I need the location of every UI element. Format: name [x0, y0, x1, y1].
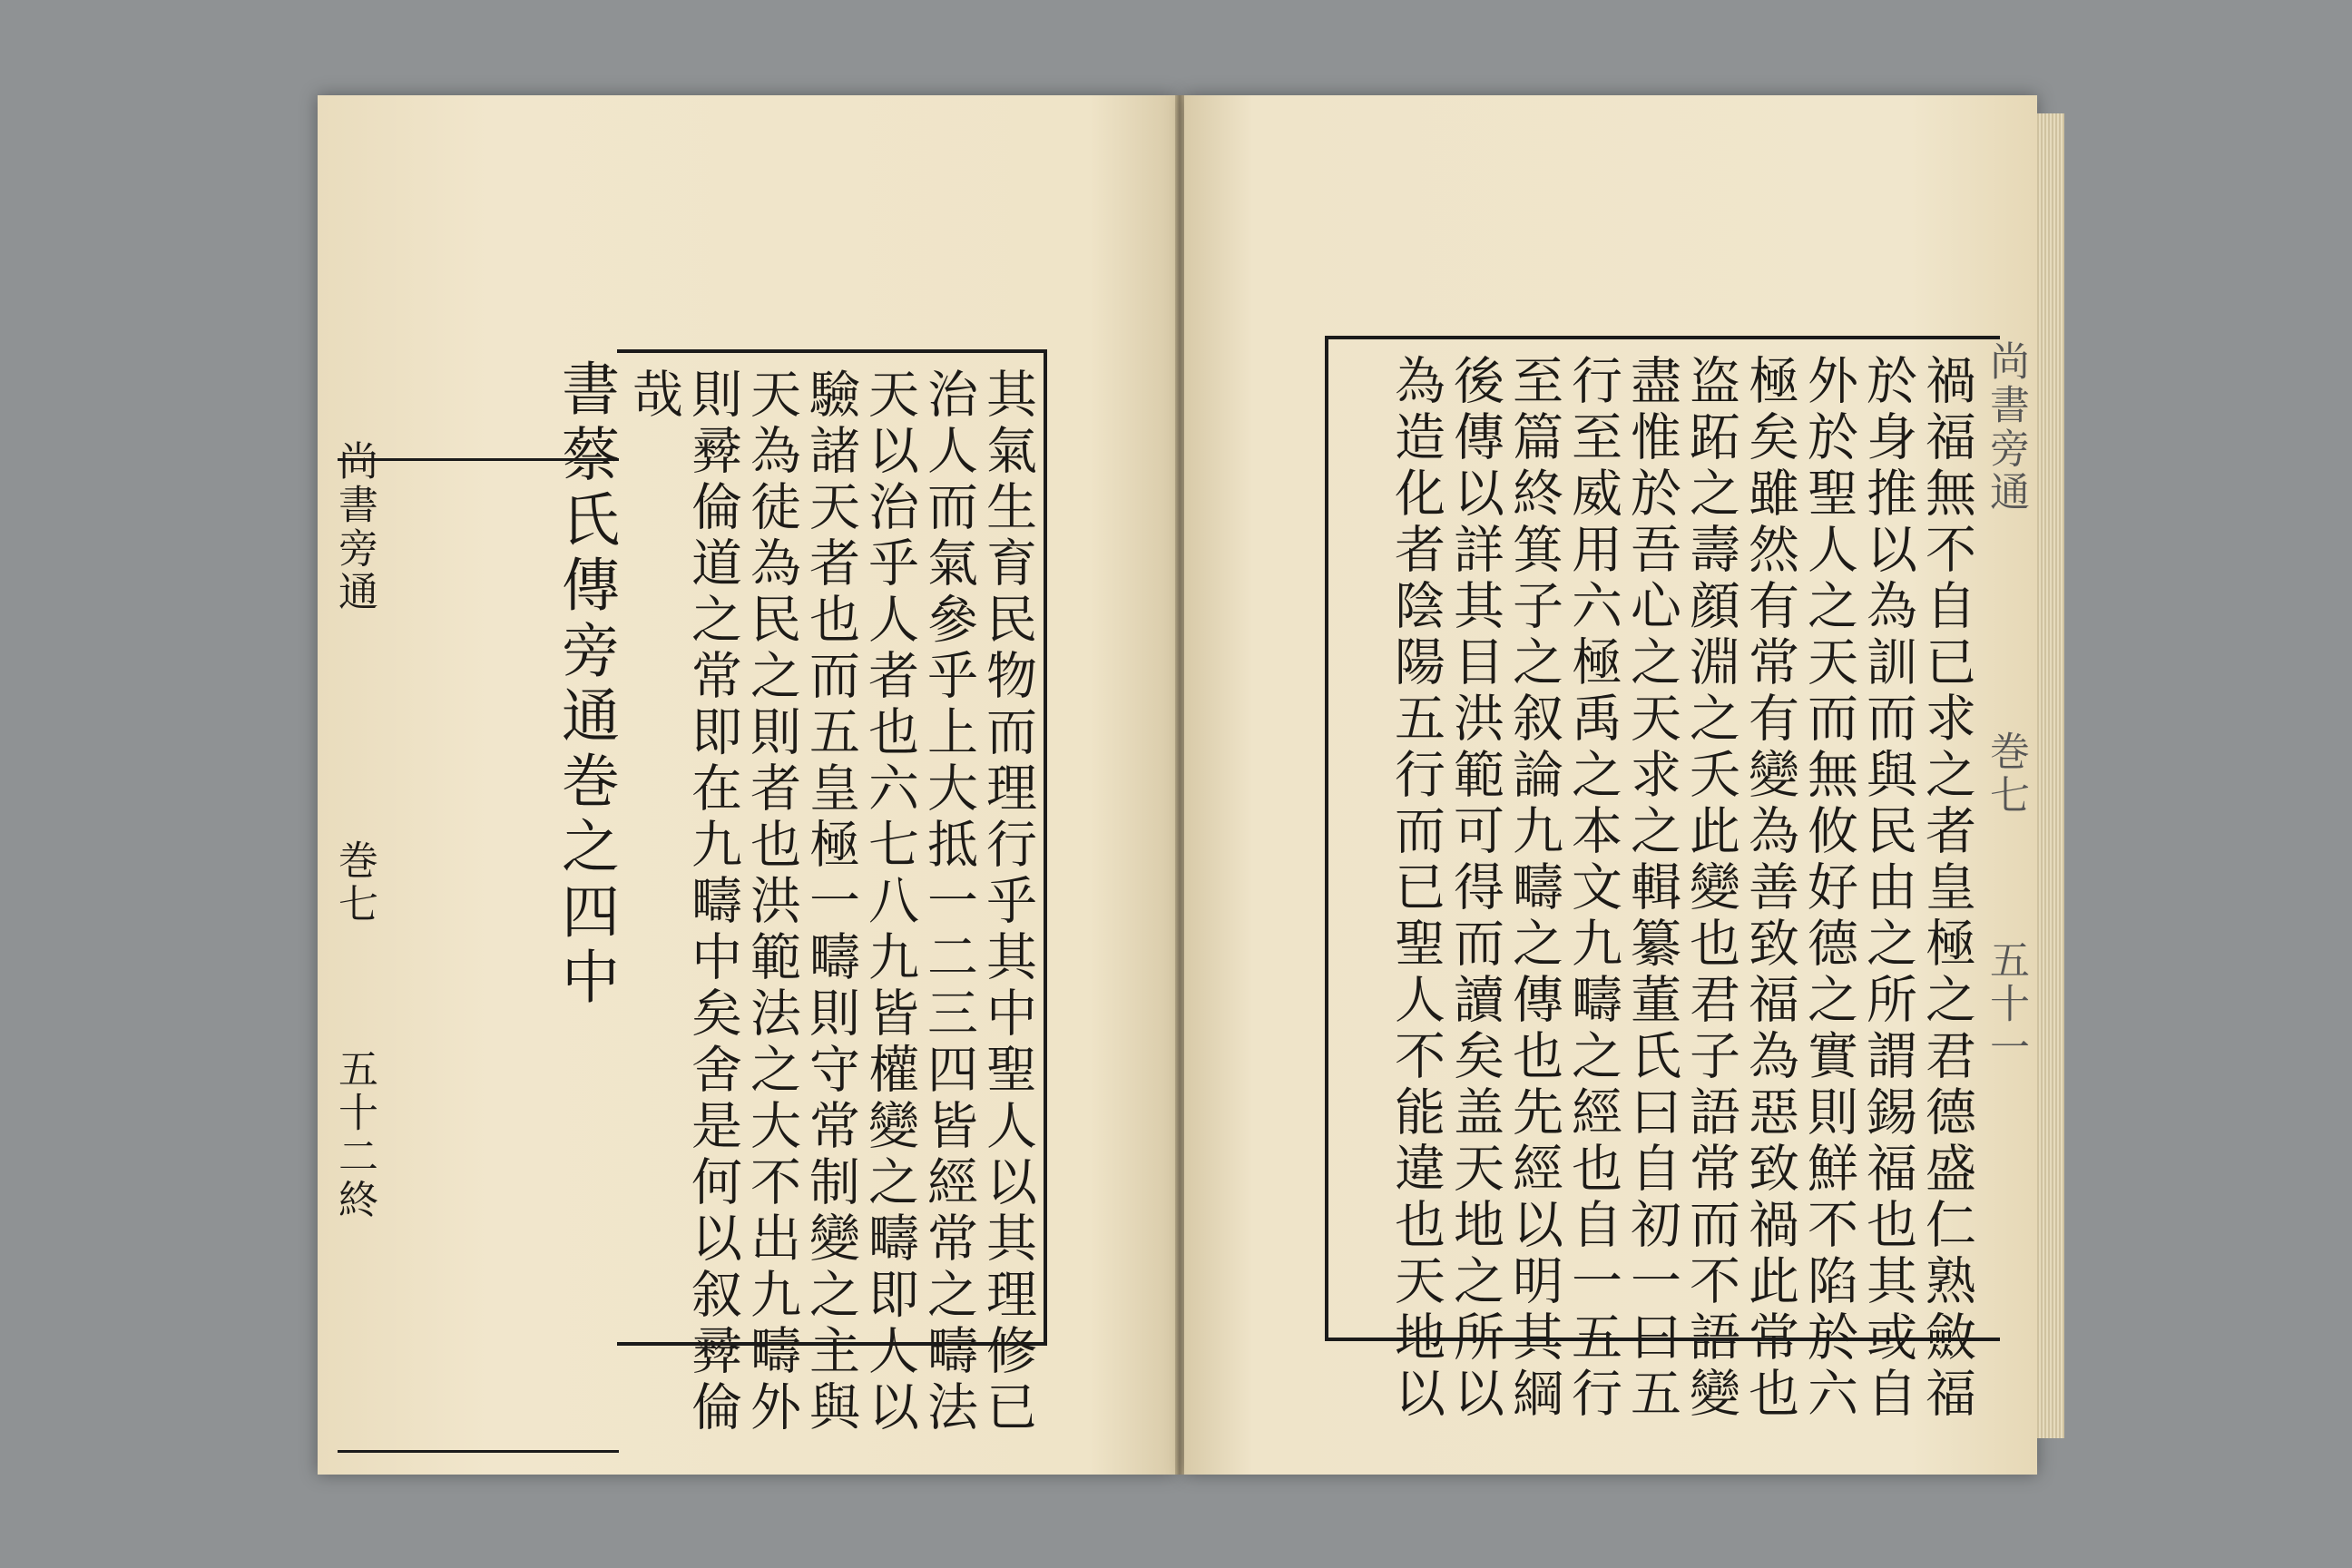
right-margin-title: 尚書旁通 [1983, 340, 2029, 514]
right-page [1184, 95, 2037, 1475]
left-margin-volume: 巻七 [331, 839, 377, 926]
text-column: 至篇終箕子之叙論九疇之傳也先經以明其綱 [1504, 354, 1563, 1423]
left-page [318, 95, 1175, 1475]
text-column: 極矣雖然有常有變為善致福為惡致禍此常也 [1740, 354, 1799, 1423]
page-edges [2037, 113, 2064, 1438]
text-column: 天為徒為民之則者也洪範法之大不出九疇外 [742, 368, 801, 1436]
text-column: 後傳以詳其目洪範可得而讀矣盖天地之所以 [1446, 354, 1504, 1423]
text-column: 哉 [624, 368, 683, 424]
left-margin-folio: 五十二終 [331, 1048, 377, 1222]
right-margin-folio: 五十一 [1983, 939, 2029, 1070]
text-column: 盡惟於吾心之天求之輯纂董氏曰自初一曰五 [1622, 354, 1681, 1423]
text-column: 驗諸天者也而五皇極一疇則守常制變之主與 [801, 368, 860, 1436]
text-column: 為造化者陰陽五行而已聖人不能違也天地以 [1387, 354, 1446, 1423]
text-column: 則彛倫道之常即在九疇中矣舍是何以叙彛倫 [683, 368, 742, 1436]
text-column: 其氣生育民物而理行乎其中聖人以其理修已 [978, 368, 1037, 1436]
text-column: 禍福無不自已求之者皇極之君德盛仁熟斂福 [1917, 354, 1976, 1423]
text-column: 盗跖之壽顔淵之夭此變也君子語常而不語變 [1681, 354, 1740, 1423]
right-margin-volume: 巻七 [1983, 730, 2029, 818]
book-gutter [1175, 95, 1184, 1475]
open-book [318, 95, 2060, 1475]
left-margin-title: 尚書旁通 [331, 440, 377, 614]
text-column: 治人而氣參乎上大抵一二三四皆經常之疇法 [919, 368, 978, 1436]
text-column: 於身推以為訓而與民由之所謂錫福也其或自 [1858, 354, 1917, 1423]
text-column: 外於聖人之天而無攸好德之實則鮮不陷於六 [1799, 354, 1858, 1423]
volume-title: 書蔡氏傳旁通巻之四中 [552, 358, 619, 1012]
text-column: 行至威用六極禹之本文九疇之經也自一五行 [1563, 354, 1622, 1423]
text-column: 天以治乎人者也六七八九皆權變之疇即人以 [860, 368, 919, 1436]
